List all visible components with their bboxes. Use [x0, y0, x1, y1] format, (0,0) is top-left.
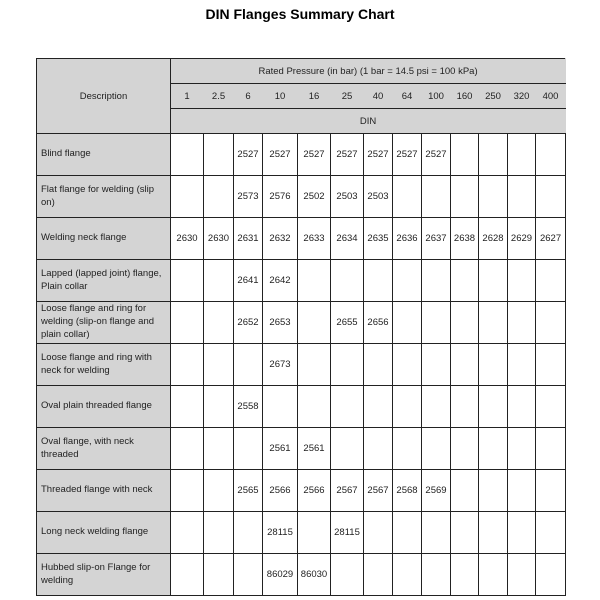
din-number-cell [204, 344, 234, 386]
table-row [37, 260, 566, 302]
din-number-cell: 28115 [331, 512, 364, 554]
din-number-cell: 2503 [331, 176, 364, 218]
din-number-cell [479, 512, 508, 554]
page-title: DIN Flanges Summary Chart [205, 6, 395, 22]
table-row [37, 512, 566, 554]
din-number-cell: 2567 [331, 470, 364, 512]
din-number-cell: 2566 [263, 470, 298, 512]
din-number-cell [451, 428, 479, 470]
pressure-header: 160 [451, 84, 479, 109]
din-number-cell [331, 554, 364, 596]
din-number-cell [204, 134, 234, 176]
din-number-cell [479, 470, 508, 512]
din-number-cell [479, 134, 508, 176]
din-number-cell [536, 386, 566, 428]
din-number-cell [234, 554, 263, 596]
row-description: Welding neck flange [37, 218, 171, 260]
din-number-cell: 2642 [263, 260, 298, 302]
din-number-cell [393, 554, 422, 596]
din-number-cell [298, 344, 331, 386]
din-number-cell: 2527 [422, 134, 451, 176]
table-row [37, 218, 566, 260]
row-description: Long neck welding flange [37, 512, 171, 554]
din-number-cell [263, 386, 298, 428]
din-number-cell [451, 344, 479, 386]
row-description: Lapped (lapped joint) flange, Plain collar [37, 260, 171, 302]
row-description: Hubbed slip-on Flange for welding [37, 554, 171, 596]
din-number-cell [393, 344, 422, 386]
din-number-cell [171, 428, 204, 470]
din-number-cell: 2628 [479, 218, 508, 260]
din-number-cell [451, 302, 479, 344]
din-number-cell [364, 344, 393, 386]
din-number-cell [451, 134, 479, 176]
din-number-cell [536, 176, 566, 218]
din-number-cell [204, 176, 234, 218]
rated-pressure-header: Rated Pressure (in bar) (1 bar = 14.5 psi = 100 kPa) [171, 59, 566, 84]
din-number-cell [479, 428, 508, 470]
pressure-header: 16 [298, 84, 331, 109]
pressure-header: 100 [422, 84, 451, 109]
din-number-cell: 2503 [364, 176, 393, 218]
din-number-cell [536, 512, 566, 554]
din-number-cell: 2656 [364, 302, 393, 344]
din-number-cell: 2527 [263, 134, 298, 176]
din-number-cell [171, 554, 204, 596]
table-row [37, 344, 566, 386]
row-description: Oval flange, with neck threaded [37, 428, 171, 470]
din-number-cell: 2569 [422, 470, 451, 512]
din-number-cell: 2573 [234, 176, 263, 218]
din-number-cell [204, 512, 234, 554]
table-row [37, 176, 566, 218]
table-row [37, 554, 566, 596]
pressure-header: 250 [479, 84, 508, 109]
din-number-cell [331, 260, 364, 302]
din-number-cell [204, 386, 234, 428]
din-number-cell [508, 260, 536, 302]
din-number-cell [508, 176, 536, 218]
pressure-header: 25 [331, 84, 364, 109]
din-number-cell: 2561 [298, 428, 331, 470]
din-number-cell: 2561 [263, 428, 298, 470]
din-number-cell: 2565 [234, 470, 263, 512]
din-number-cell [508, 302, 536, 344]
din-number-cell [451, 386, 479, 428]
row-description: Loose flange and ring for welding (slip-on flange and plain collar) [37, 302, 171, 344]
din-number-cell [364, 512, 393, 554]
din-number-cell: 2576 [263, 176, 298, 218]
din-number-cell [508, 386, 536, 428]
pressure-header: 1 [171, 84, 204, 109]
din-number-cell [536, 302, 566, 344]
din-number-cell [422, 554, 451, 596]
pressure-header: 64 [393, 84, 422, 109]
din-number-cell: 2635 [364, 218, 393, 260]
din-number-cell: 2630 [171, 218, 204, 260]
din-number-cell [298, 512, 331, 554]
din-number-cell [536, 470, 566, 512]
din-number-cell: 2652 [234, 302, 263, 344]
pressure-header: 400 [536, 84, 566, 109]
din-number-cell [364, 554, 393, 596]
din-number-cell [171, 260, 204, 302]
din-number-cell [298, 386, 331, 428]
din-number-cell [536, 134, 566, 176]
din-number-cell: 2636 [393, 218, 422, 260]
din-number-cell [536, 428, 566, 470]
din-number-cell: 2502 [298, 176, 331, 218]
din-number-cell [479, 554, 508, 596]
din-number-cell [204, 554, 234, 596]
din-number-cell: 2641 [234, 260, 263, 302]
din-number-cell: 2673 [263, 344, 298, 386]
din-number-cell [508, 554, 536, 596]
din-number-cell [364, 386, 393, 428]
din-number-cell: 2567 [364, 470, 393, 512]
din-number-cell [171, 470, 204, 512]
din-number-cell: 86030 [298, 554, 331, 596]
table-row [37, 302, 566, 344]
din-number-cell [393, 260, 422, 302]
din-number-cell [508, 512, 536, 554]
din-number-cell [451, 554, 479, 596]
din-number-cell [451, 512, 479, 554]
din-number-cell [451, 260, 479, 302]
pressure-header: 6 [234, 84, 263, 109]
din-number-cell [422, 386, 451, 428]
din-number-cell [479, 176, 508, 218]
din-number-cell [331, 386, 364, 428]
row-description: Threaded flange with neck [37, 470, 171, 512]
row-description: Loose flange and ring with neck for welding [37, 344, 171, 386]
din-number-cell: 2558 [234, 386, 263, 428]
row-description: Flat flange for welding (slip on) [37, 176, 171, 218]
din-number-cell [508, 470, 536, 512]
din-number-cell [508, 428, 536, 470]
din-number-cell [298, 260, 331, 302]
din-number-cell [171, 512, 204, 554]
table-row [37, 386, 566, 428]
din-number-cell [536, 260, 566, 302]
din-number-cell: 2527 [298, 134, 331, 176]
din-number-cell [451, 470, 479, 512]
din-number-cell: 2653 [263, 302, 298, 344]
din-number-cell [331, 428, 364, 470]
din-number-cell [422, 176, 451, 218]
din-number-cell [171, 302, 204, 344]
din-number-cell [536, 344, 566, 386]
din-number-cell [393, 302, 422, 344]
din-number-cell: 2627 [536, 218, 566, 260]
din-number-cell [364, 260, 393, 302]
din-number-cell [451, 176, 479, 218]
din-number-cell [479, 344, 508, 386]
pressure-header: 2.5 [204, 84, 234, 109]
din-number-cell [393, 386, 422, 428]
din-number-cell [422, 302, 451, 344]
din-number-cell [234, 512, 263, 554]
din-number-cell [234, 344, 263, 386]
din-number-cell [422, 428, 451, 470]
din-number-cell [204, 470, 234, 512]
din-number-cell [171, 344, 204, 386]
din-number-cell [508, 344, 536, 386]
row-description: Blind flange [37, 134, 171, 176]
din-number-cell [204, 302, 234, 344]
din-number-cell: 2637 [422, 218, 451, 260]
table-row [37, 470, 566, 512]
flanges-table [36, 58, 566, 596]
table-row [37, 428, 566, 470]
din-number-cell [331, 344, 364, 386]
din-number-cell: 2655 [331, 302, 364, 344]
din-number-cell [364, 428, 393, 470]
din-number-cell [422, 260, 451, 302]
din-number-cell: 2629 [508, 218, 536, 260]
din-number-cell: 2527 [234, 134, 263, 176]
din-number-cell [536, 554, 566, 596]
pressure-header: 320 [508, 84, 536, 109]
din-number-cell: 2631 [234, 218, 263, 260]
din-number-cell: 2630 [204, 218, 234, 260]
row-description: Oval plain threaded flange [37, 386, 171, 428]
din-number-cell: 86029 [263, 554, 298, 596]
din-number-cell: 2632 [263, 218, 298, 260]
din-number-cell [479, 302, 508, 344]
din-number-cell [234, 428, 263, 470]
din-number-cell [204, 260, 234, 302]
din-number-cell: 2566 [298, 470, 331, 512]
din-number-cell [171, 386, 204, 428]
din-number-cell [393, 428, 422, 470]
din-number-cell: 2568 [393, 470, 422, 512]
din-number-cell [171, 134, 204, 176]
din-number-cell [393, 176, 422, 218]
din-number-cell [393, 512, 422, 554]
din-number-cell [422, 512, 451, 554]
din-number-cell [204, 428, 234, 470]
pressure-header: 40 [364, 84, 393, 109]
pressure-header: 10 [263, 84, 298, 109]
din-number-cell: 2527 [393, 134, 422, 176]
din-number-cell [298, 302, 331, 344]
din-number-cell: 2634 [331, 218, 364, 260]
din-number-cell: 2633 [298, 218, 331, 260]
din-number-cell: 2527 [331, 134, 364, 176]
din-number-cell [422, 344, 451, 386]
standard-header: DIN [171, 109, 566, 134]
din-number-cell: 2638 [451, 218, 479, 260]
din-number-cell [479, 386, 508, 428]
din-number-cell: 2527 [364, 134, 393, 176]
din-number-cell: 28115 [263, 512, 298, 554]
description-header: Description [37, 59, 171, 134]
din-number-cell [508, 134, 536, 176]
din-number-cell [479, 260, 508, 302]
din-number-cell [171, 176, 204, 218]
table-row [37, 134, 566, 176]
